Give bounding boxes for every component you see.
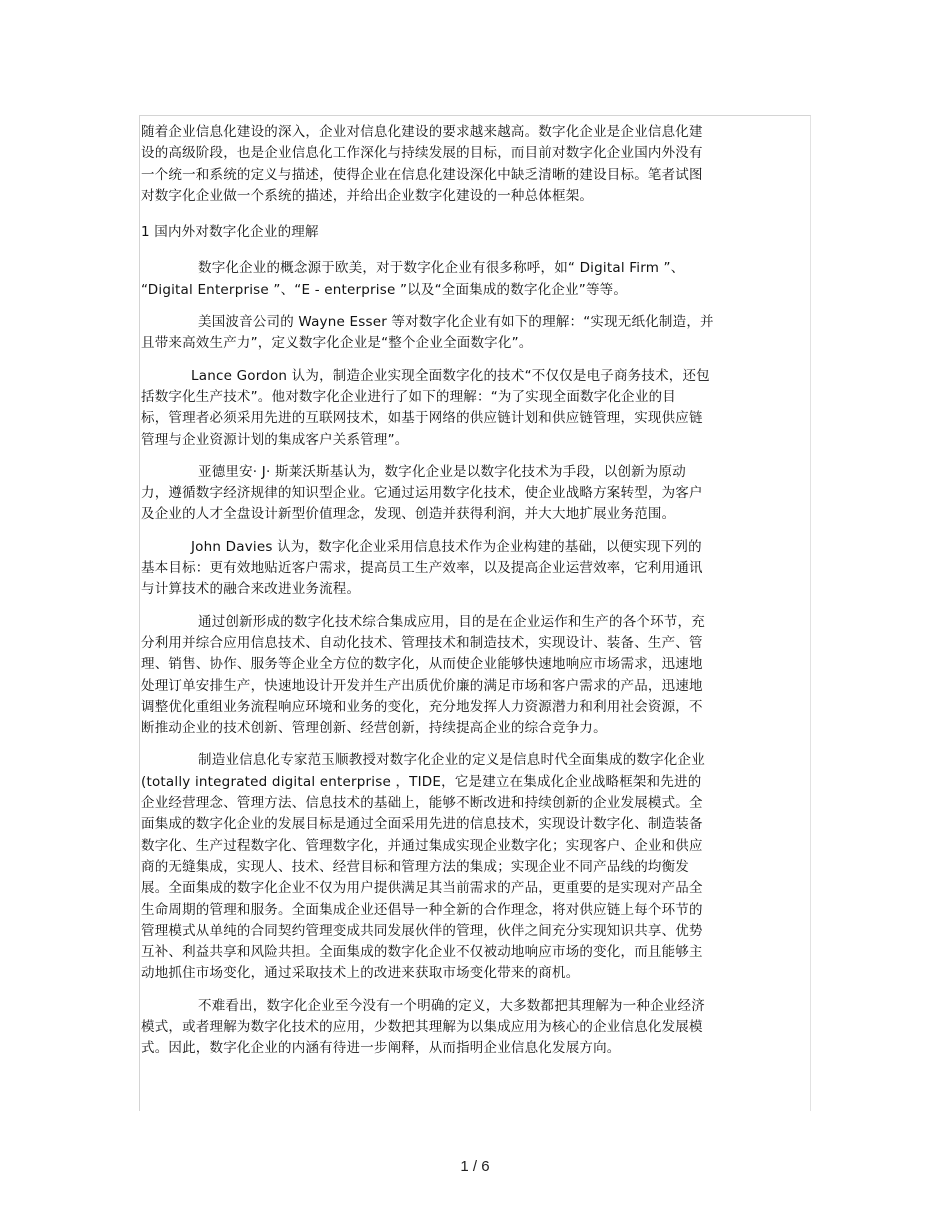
text-line: “Digital Enterprise ”、“E - enterprise ”以及“全面集成的数字化企业”等等。 bbox=[141, 281, 628, 298]
document-body bbox=[141, 122, 781, 1060]
text-line: John Davies 认为，数字化企业采用信息技术作为企业构建的基础，以便实现下列的 bbox=[191, 538, 702, 555]
text-line: 数字化企业的概念源于欧美，对于数字化企业有很多称呼，如“ Digital Firm ”、 bbox=[198, 260, 685, 277]
text-line: 动地抓住市场变化，通过采取技术上的改进来获取市场变化带来的商机。 bbox=[141, 965, 580, 982]
text-line: 理、销售、协作、服务等企业全方位的数字化，从而使企业能够快速地响应市场需求，迅速地 bbox=[141, 656, 703, 673]
paragraph-slywotzky bbox=[141, 462, 781, 526]
text-line: 一个统一和系统的定义与描述，使得企业在信息化建设深化中缺乏清晰的建设目标。笔者试图 bbox=[141, 166, 703, 183]
text-line: 不难看出，数字化企业至今没有一个明确的定义，大多数都把其理解为一种企业经济 bbox=[198, 997, 705, 1014]
text-line: 基本目标：更有效地贴近客户需求，提高员工生产效率，以及提高企业运营效率，它利用通讯 bbox=[141, 560, 703, 577]
paragraph-concept-origin bbox=[141, 258, 781, 301]
paragraph-john-davies bbox=[141, 537, 781, 601]
text-line: 企业经营理念、管理方法、信息技术的基础上，能够不断改进和持续创新的企业发展模式。全 bbox=[141, 795, 703, 812]
paragraph-boeing bbox=[141, 312, 781, 355]
text-line: 数字化、生产过程数字化、管理数字化，并通过集成实现企业数字化；实现客户、企业和供应 bbox=[141, 837, 703, 854]
text-line: 与计算技术的融合来改进业务流程。 bbox=[141, 581, 361, 598]
text-line: 亚德里安· J· 斯莱沃斯基认为，数字化企业是以数字化技术为手段，以创新为原动 bbox=[198, 463, 686, 480]
text-line: 括数字化生产技术”。他对数字化企业进行了如下的理解：“为了实现全面数字化企业的目 bbox=[141, 388, 676, 405]
text-line: 调整优化重组业务流程响应环境和业务的变化，充分地发挥人力资源潜力和利用社会资源，不 bbox=[141, 698, 703, 715]
text-line: 管理与企业资源计划的集成客户关系管理”。 bbox=[141, 431, 409, 448]
text-line: 展。全面集成的数字化企业不仅为用户提供满足其当前需求的产品，更重要的是实现对产品全 bbox=[141, 880, 703, 897]
text-line: 分利用并综合应用信息技术、自动化技术、管理技术和制造技术，实现设计、装备、生产、管 bbox=[141, 634, 703, 651]
paragraph-integrated-application bbox=[141, 612, 781, 740]
text-line: 随着企业信息化建设的深入，企业对信息化建设的要求越来越高。数字化企业是企业信息化建 bbox=[141, 124, 703, 140]
text-line: 模式，或者理解为数字化技术的应用，少数把其理解为以集成应用为核心的企业信息化发展模 bbox=[141, 1018, 703, 1035]
text-line: 标，管理者必须采用先进的互联网技术，如基于网络的供应链计划和供应链管理，实现供应链 bbox=[141, 410, 703, 427]
text-line: 美国波音公司的 Wayne Esser 等对数字化企业有如下的理解：“实现无纸化制造，并 bbox=[198, 314, 714, 331]
text-line: 力，遵循数字经济规律的知识型企业。它通过运用数字化技术，使企业战略方案转型，为客户 bbox=[141, 485, 703, 502]
text-line: 通过创新形成的数字化技术综合集成应用，目的是在企业运作和生产的各个环节，充 bbox=[198, 613, 705, 630]
text-line: (totally integrated digital enterprise ，TIDE，它是建立在集成化企业战略框架和先进的 bbox=[141, 773, 702, 790]
text-line: 式。因此，数字化企业的内涵有待进一步阐释，从而指明企业信息化发展方向。 bbox=[141, 1040, 621, 1057]
paragraph-conclusion bbox=[141, 996, 781, 1060]
text-line: 商的无缝集成，实现人、技术、经营目标和管理方法的集成；实现企业不同产品线的均衡发 bbox=[141, 858, 689, 875]
text-line: 对数字化企业做一个系统的描述，并给出企业数字化建设的一种总体框架。 bbox=[141, 187, 594, 204]
text-line: 及企业的人才全盘设计新型价值理念，发现、创造并获得利润，并大大地扩展业务范围。 bbox=[141, 506, 676, 523]
text-line: 制造业信息化专家范玉顺教授对数字化企业的定义是信息时代全面集成的数字化企业 bbox=[198, 752, 705, 769]
page-number: 1 / 6 bbox=[460, 1158, 490, 1175]
text-line: 设的高级阶段，也是企业信息化工作深化与持续发展的目标，而目前对数字化企业国内外没有 bbox=[141, 145, 703, 162]
text-line: 且带来高效生产力”，定义数字化企业是“整个企业全面数字化”。 bbox=[141, 335, 533, 352]
paragraph-tide-definition bbox=[141, 750, 781, 984]
text-line: 面集成的数字化企业的发展目标是通过全面采用先进的信息技术，实现设计数字化、制造装备 bbox=[141, 816, 703, 833]
paragraph-lance-gordon bbox=[141, 366, 781, 451]
section-heading: 1 国内外对数字化企业的理解 bbox=[141, 224, 319, 241]
text-line: 断推动企业的技术创新、管理创新、经营创新，持续提高企业的综合竞争力。 bbox=[141, 720, 607, 737]
text-line: 处理订单安排生产，快速地设计开发并生产出质优价廉的满足市场和客户需求的产品，迅速地 bbox=[141, 677, 703, 694]
text-line: 互补、利益共享和风险共担。全面集成的数字化企业不仅被动地响应市场的变化，而且能够主 bbox=[141, 944, 703, 961]
text-line: 管理模式从单纯的合同契约管理变成共同发展伙伴的管理，伙伴之间充分实现知识共享、优势 bbox=[141, 922, 703, 939]
intro-paragraph bbox=[141, 122, 781, 207]
text-line: Lance Gordon 认为，制造企业实现全面数字化的技术“不仅仅是电子商务技术，还包 bbox=[191, 367, 710, 384]
text-line: 生命周期的管理和服务。全面集成企业还倡导一种全新的合作理念，将对供应链上每个环节的 bbox=[141, 901, 703, 918]
